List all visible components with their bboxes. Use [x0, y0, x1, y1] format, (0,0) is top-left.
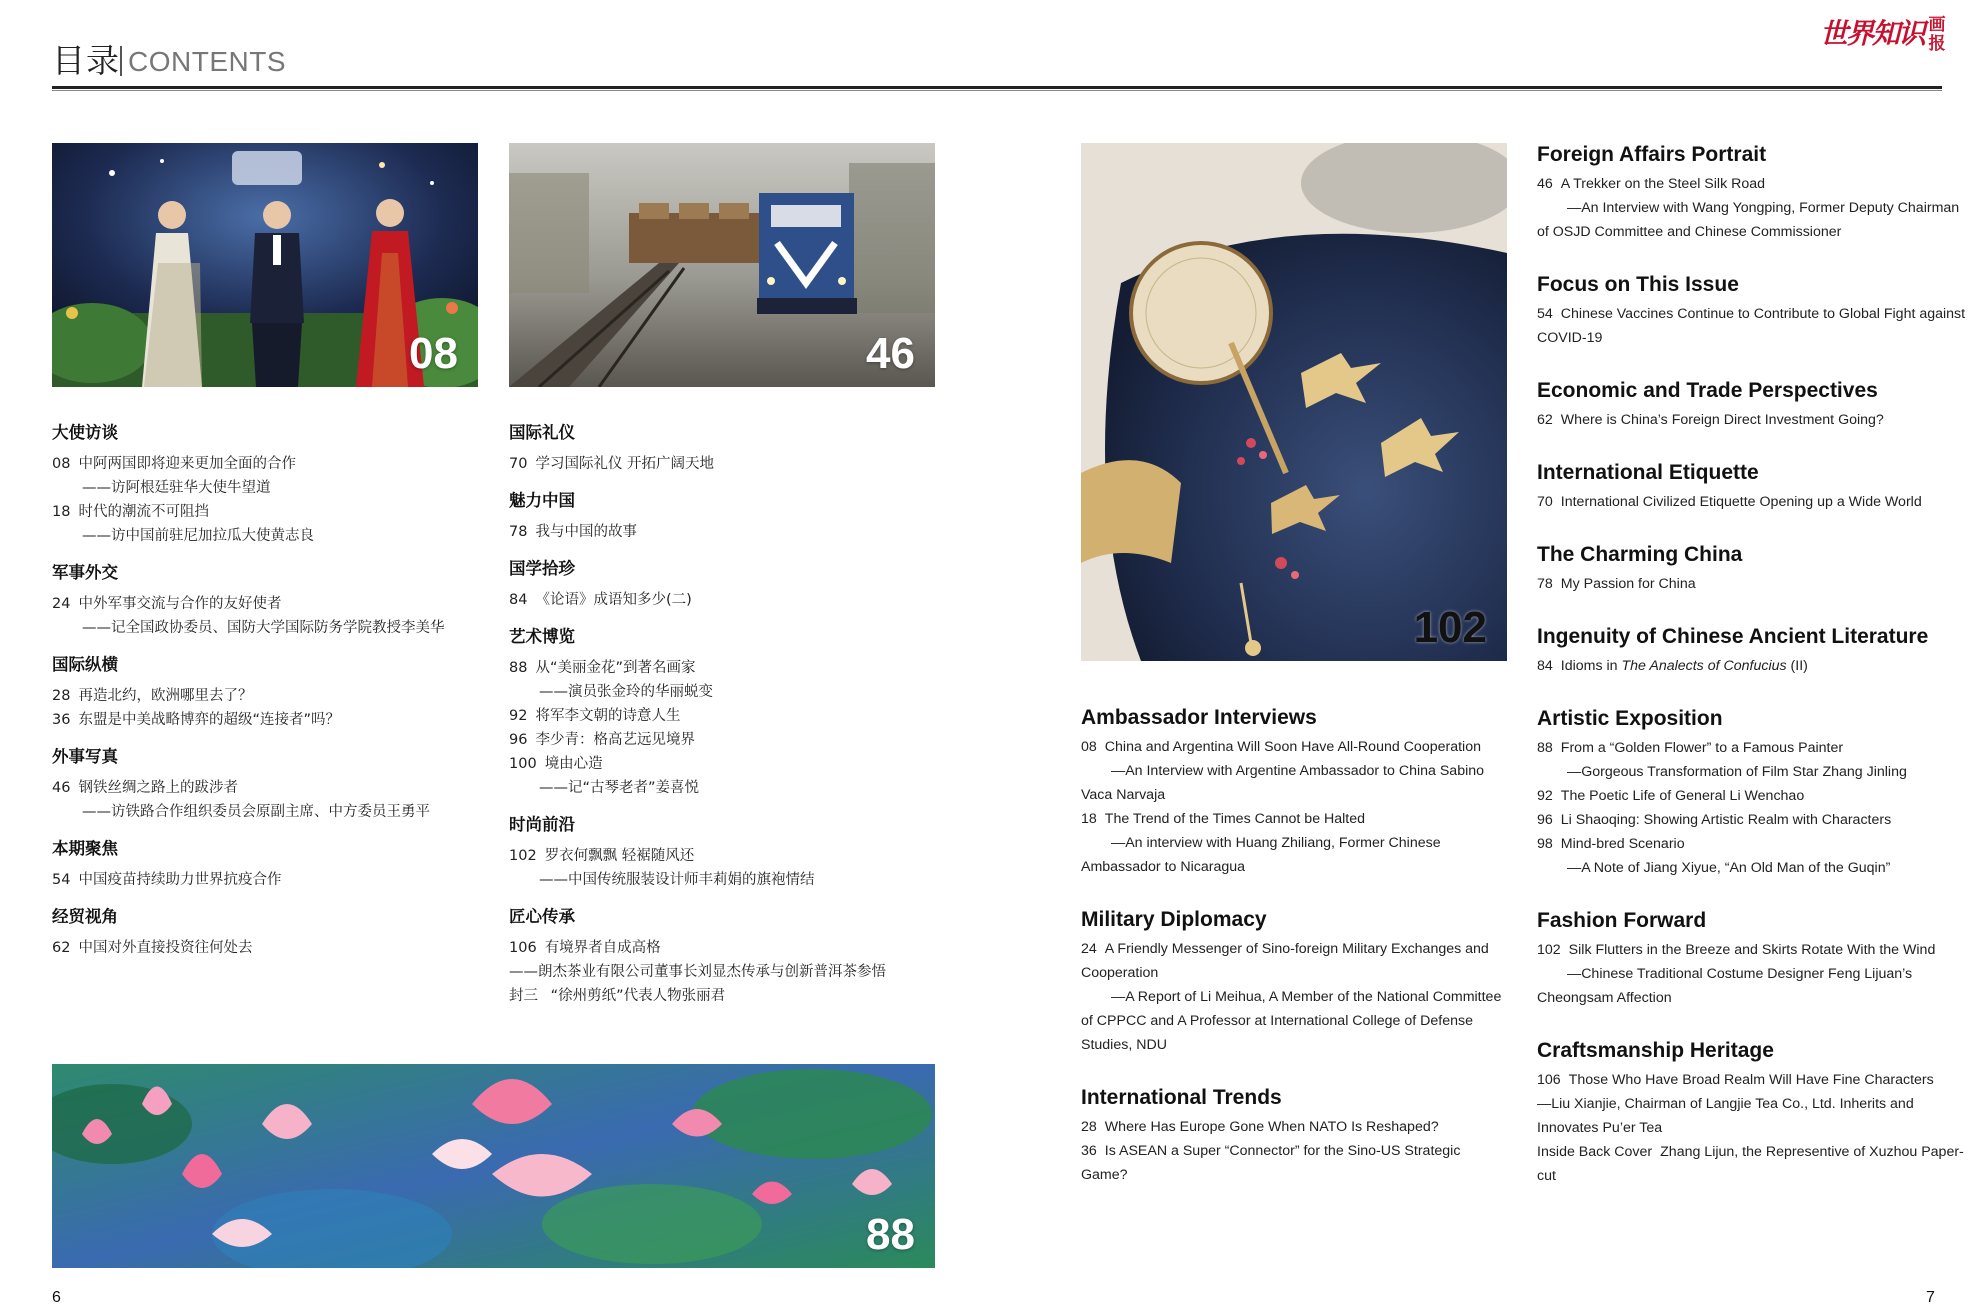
page-number-right: 7 [1926, 1289, 1935, 1306]
section-title: International Trends [1081, 1086, 1282, 1109]
entry-page-number: 24 [52, 596, 71, 612]
entry-subtitle [1081, 759, 1506, 807]
entry-page-number: 88 [1537, 740, 1553, 756]
toc-entry[interactable] [52, 708, 482, 732]
entry-page-number: 70 [1537, 494, 1553, 510]
toc-entry[interactable] [52, 868, 482, 892]
toc-entry[interactable] [52, 500, 482, 524]
toc-section [1537, 458, 1967, 514]
entry-title: Those Who Have Broad Realm Will Have Fine Characters [1568, 1072, 1934, 1088]
toc-section [1537, 140, 1967, 244]
entry-title: The Poetic Life of General Li Wenchao [1560, 788, 1805, 804]
photo-cheongsam-fabric [1081, 143, 1507, 661]
entry-title: From a “Golden Flower” to a Famous Painter [1560, 740, 1844, 756]
entry-title: 李少青：格高艺远见境界 [535, 732, 695, 748]
toc-entry[interactable] [509, 844, 939, 868]
entry-page-number: 106 [1537, 1072, 1561, 1088]
toc-entry[interactable] [1081, 735, 1506, 759]
toc-entry[interactable] [1537, 572, 1967, 596]
entry-page-number: 46 [1537, 176, 1553, 192]
toc-entry[interactable] [509, 452, 939, 476]
entry-subtitle: ——演员张金玲的华丽蜕变 [539, 684, 713, 700]
entry-page-number: 62 [1537, 412, 1553, 428]
entry-title: 钢铁丝绸之路上的跋涉者 [78, 780, 238, 796]
toc-entry[interactable] [1537, 408, 1967, 432]
toc-entry[interactable] [52, 776, 482, 800]
entry-title: 将军李文朝的诗意人生 [535, 708, 681, 724]
toc-section [509, 489, 939, 544]
entry-title: International Civilized Etiquette Opening up a Wide World [1560, 494, 1922, 510]
entry-page-number: 36 [1081, 1143, 1097, 1159]
toc-entry[interactable] [1537, 1068, 1967, 1092]
title-divider [120, 46, 122, 76]
entry-title: 我与中国的故事 [535, 524, 637, 540]
toc-section [1537, 704, 1967, 880]
entry-title: A Trekker on the Steel Silk Road [1560, 176, 1766, 192]
page-title-cn: 目录 [52, 41, 120, 80]
entry-subtitle [1537, 760, 1967, 784]
toc-entry[interactable] [1537, 736, 1967, 760]
toc-section [52, 421, 482, 548]
section-title: Craftsmanship Heritage [1537, 1039, 1774, 1062]
entry-subtitle-text: —An Interview with Wang Yongping, Former Deputy Chairman of OSJD Committee and Chinese Commissioner [1537, 200, 1960, 240]
section-title: 艺术博览 [509, 627, 575, 646]
entry-page-number: 78 [1537, 576, 1553, 592]
entry-page-number: 84 [1537, 658, 1553, 674]
entry-title: 中阿两国即将迎来更加全面的合作 [78, 456, 296, 472]
toc-section [1537, 540, 1967, 596]
toc-section [509, 557, 939, 612]
entry-title: 中国疫苗持续助力世界抗疫合作 [78, 872, 282, 888]
toc-entry[interactable] [1537, 808, 1967, 832]
entry-page-number: 102 [1537, 942, 1561, 958]
toc-section [509, 421, 939, 476]
section-title: 魅力中国 [509, 491, 575, 510]
entry-title: Chinese Vaccines Continue to Contribute to Global Fight against COVID-19 [1537, 306, 1966, 346]
entry-title: A Friendly Messenger of Sino-foreign Military Exchanges and Cooperation [1081, 941, 1489, 981]
entry-title: 从“美丽金花”到著名画家 [535, 660, 696, 676]
toc-entry[interactable] [509, 704, 939, 728]
entry-subtitle: ——访铁路合作组织委员会原副主席、中方委员王勇平 [82, 804, 430, 820]
section-title: Focus on This Issue [1537, 273, 1739, 296]
section-title: Artistic Exposition [1537, 707, 1723, 730]
toc-section [1537, 1036, 1967, 1188]
entry-title: 再造北约，欧洲哪里去了？ [78, 688, 253, 704]
entry-page-number: Inside Back Cover [1537, 1144, 1653, 1160]
toc-entry[interactable] [509, 520, 939, 544]
section-title: 军事外交 [52, 563, 118, 582]
toc-entry[interactable] [1537, 302, 1967, 350]
entry-subtitle-text: —A Note of Jiang Xiyue, “An Old Man of the Guqin” [1567, 860, 1891, 876]
section-title: 时尚前沿 [509, 815, 575, 834]
page-number-badge-88: 88 [866, 1210, 915, 1259]
section-title: 匠心传承 [509, 907, 575, 926]
toc-entry[interactable] [52, 592, 482, 616]
toc-en-column-3 [1081, 703, 1506, 1213]
entry-title-post: (II) [1786, 658, 1808, 674]
toc-entry[interactable] [1537, 172, 1967, 196]
entry-title: Where Has Europe Gone When NATO Is Reshaped? [1104, 1119, 1439, 1135]
toc-entry[interactable] [52, 684, 482, 708]
toc-entry[interactable] [1537, 490, 1967, 514]
toc-entry[interactable] [1081, 937, 1506, 985]
section-title: Fashion Forward [1537, 909, 1707, 932]
section-title: 本期聚焦 [52, 839, 118, 858]
toc-entry[interactable] [1537, 654, 1967, 678]
toc-entry[interactable] [1537, 832, 1967, 856]
toc-section [1081, 703, 1506, 879]
toc-entry[interactable] [1081, 807, 1506, 831]
entry-subtitle-text: —Liu Xianjie, Chairman of Langjie Tea Co., Ltd. Inherits and Innovates Pu’er Tea [1537, 1096, 1914, 1136]
toc-entry[interactable] [1081, 1115, 1506, 1139]
entry-page-number: 92 [509, 708, 528, 724]
magazine-logo: 世界知识 [1820, 17, 1925, 50]
entry-page-number: 106 [509, 940, 537, 956]
toc-entry[interactable] [509, 984, 939, 1008]
entry-page-number: 36 [52, 712, 71, 728]
toc-entry[interactable] [1537, 784, 1967, 808]
entry-subtitle: ——记“古琴老者”姜喜悦 [539, 780, 700, 796]
entry-subtitle: ——中国传统服装设计师丰莉娟的旗袍情结 [539, 872, 815, 888]
entry-subtitle [1537, 962, 1967, 1010]
entry-title: 中外军事交流与合作的友好使者 [78, 596, 282, 612]
page-number-badge-46: 46 [866, 329, 915, 378]
section-title: The Charming China [1537, 543, 1743, 566]
entry-page-number: 46 [52, 780, 71, 796]
entry-title: The Trend of the Times Cannot be Halted [1104, 811, 1366, 827]
entry-title: “徐州剪纸”代表人物张丽君 [546, 988, 726, 1004]
entry-page-number: 102 [509, 848, 537, 864]
entry-title: 境由心造 [544, 756, 603, 772]
entry-subtitle-text: —Chinese Traditional Costume Designer Feng Lijuan’s Cheongsam Affection [1537, 966, 1913, 1006]
section-title: Economic and Trade Perspectives [1537, 379, 1878, 402]
entry-title: 学习国际礼仪 开拓广阔天地 [535, 456, 715, 472]
entry-page-number: 28 [1081, 1119, 1097, 1135]
entry-title: Where is China’s Foreign Direct Investment Going? [1560, 412, 1884, 428]
entry-page-number: 78 [509, 524, 528, 540]
toc-cn-column-2 [509, 421, 939, 1021]
entry-subtitle [1081, 831, 1506, 879]
page-number-badge-102: 102 [1413, 603, 1487, 652]
toc-section [52, 905, 482, 960]
toc-entry[interactable] [1537, 938, 1967, 962]
entry-page-number: 96 [509, 732, 528, 748]
toc-entry[interactable] [52, 452, 482, 476]
entry-page-number: 封三 [509, 988, 538, 1004]
entry-subtitle: ——记全国政协委员、国防大学国际防务学院教授李美华 [82, 620, 445, 636]
toc-section [1537, 376, 1967, 432]
toc-section [52, 653, 482, 732]
entry-title: 罗衣何飘飘 轻裾随风还 [544, 848, 695, 864]
toc-section [52, 837, 482, 892]
entry-title: Li Shaoqing: Showing Artistic Realm with Characters [1560, 812, 1892, 828]
photo-lotus-painting [52, 1064, 935, 1268]
section-title: 大使访谈 [52, 423, 118, 442]
entry-page-number: 28 [52, 688, 71, 704]
entry-subtitle [1537, 1092, 1967, 1140]
entry-title: Is ASEAN a Super “Connector” for the Sino-US Strategic Game? [1081, 1143, 1461, 1183]
page-title-en: CONTENTS [128, 46, 286, 77]
toc-section [509, 813, 939, 892]
entry-page-number: 62 [52, 940, 71, 956]
entry-title-italic: The Analects of Confucius [1621, 658, 1787, 674]
entry-subtitle-text: —An Interview with Argentine Ambassador to China Sabino Vaca Narvaja [1081, 763, 1485, 803]
toc-section [1537, 622, 1967, 678]
entry-subtitle: ——访阿根廷驻华大使牛望道 [82, 480, 271, 496]
entry-page-number: 98 [1537, 836, 1553, 852]
entry-page-number: 54 [52, 872, 71, 888]
entry-title: Mind-bred Scenario [1560, 836, 1685, 852]
entry-page-number: 70 [509, 456, 528, 472]
toc-entry[interactable] [52, 936, 482, 960]
entry-subtitle: ——朗杰茶业有限公司董事长刘显杰传承与创新普洱茶参悟 [509, 964, 886, 980]
entry-page-number: 18 [1081, 811, 1097, 827]
section-title: 国际礼仪 [509, 423, 575, 442]
entry-page-number: 24 [1081, 941, 1097, 957]
entry-title: 时代的潮流不可阻挡 [78, 504, 209, 520]
header-rule [52, 86, 1942, 91]
page-number-left: 6 [52, 1289, 61, 1306]
section-title: Foreign Affairs Portrait [1537, 143, 1767, 166]
entry-title: China and Argentina Will Soon Have All-Round Cooperation [1104, 739, 1481, 755]
section-title: Ambassador Interviews [1081, 706, 1317, 729]
entry-page-number: 08 [52, 456, 71, 472]
entry-subtitle-text: —A Report of Li Meihua, A Member of the National Committee of CPPCC and A Professor at International College of Defense Studies, NDU [1081, 989, 1502, 1053]
section-title: 国学拾珍 [509, 559, 575, 578]
entry-subtitle [1537, 856, 1967, 880]
entry-title: Zhang Lijun, the Representive of Xuzhou Paper-cut [1537, 1144, 1964, 1184]
section-title: Ingenuity of Chinese Ancient Literature [1537, 625, 1929, 648]
toc-section [1081, 1083, 1506, 1187]
entry-page-number: 54 [1537, 306, 1553, 322]
section-title: 国际纵横 [52, 655, 118, 674]
toc-entry[interactable] [509, 936, 939, 960]
section-title: 经贸视角 [52, 907, 118, 926]
entry-title: 中国对外直接投资往何处去 [78, 940, 253, 956]
section-title: Military Diplomacy [1081, 908, 1267, 931]
toc-section [509, 905, 939, 1008]
toc-section [1537, 906, 1967, 1010]
photo-ambassador-stage [52, 143, 478, 387]
entry-title: My Passion for China [1560, 576, 1696, 592]
entry-subtitle [1081, 985, 1506, 1057]
entry-title: Silk Flutters in the Breeze and Skirts Rotate With the Wind [1568, 942, 1936, 958]
toc-section [1537, 270, 1967, 350]
toc-entry[interactable] [509, 728, 939, 752]
section-title: International Etiquette [1537, 461, 1759, 484]
entry-title: 《论语》成语知多少(二) [535, 592, 692, 608]
magazine-logo-vertical: 画报 [1928, 15, 1946, 54]
entry-title-pre: Idioms in [1560, 658, 1622, 674]
entry-page-number: 84 [509, 592, 528, 608]
toc-entry[interactable] [509, 752, 939, 776]
page-number-badge-08: 08 [409, 329, 458, 378]
toc-entry[interactable] [509, 588, 939, 612]
toc-entry[interactable] [1537, 1140, 1967, 1188]
photo-steel-silk-road-train [509, 143, 935, 387]
entry-title: 有境界者自成高格 [544, 940, 661, 956]
entry-title: 东盟是中美战略博弈的超级“连接者”吗？ [78, 712, 340, 728]
entry-page-number: 18 [52, 504, 71, 520]
toc-section [52, 745, 482, 824]
entry-subtitle-text: —An interview with Huang Zhiliang, Former Chinese Ambassador to Nicaragua [1081, 835, 1441, 875]
section-title: 外事写真 [52, 747, 118, 766]
entry-subtitle [1537, 196, 1967, 244]
entry-subtitle-text: —Gorgeous Transformation of Film Star Zhang Jinling [1567, 764, 1907, 780]
toc-entry[interactable] [1081, 1139, 1506, 1187]
toc-cn-column-1 [52, 421, 482, 973]
entry-subtitle: ——访中国前驻尼加拉瓜大使黄志良 [82, 528, 314, 544]
toc-en-column-4 [1537, 140, 1967, 1214]
entry-page-number: 92 [1537, 788, 1553, 804]
toc-section [52, 561, 482, 640]
entry-page-number: 100 [509, 756, 537, 772]
entry-page-number: 88 [509, 660, 528, 676]
toc-section [1081, 905, 1506, 1057]
entry-page-number: 96 [1537, 812, 1553, 828]
toc-entry[interactable] [509, 656, 939, 680]
entry-page-number: 08 [1081, 739, 1097, 755]
toc-section [509, 625, 939, 800]
